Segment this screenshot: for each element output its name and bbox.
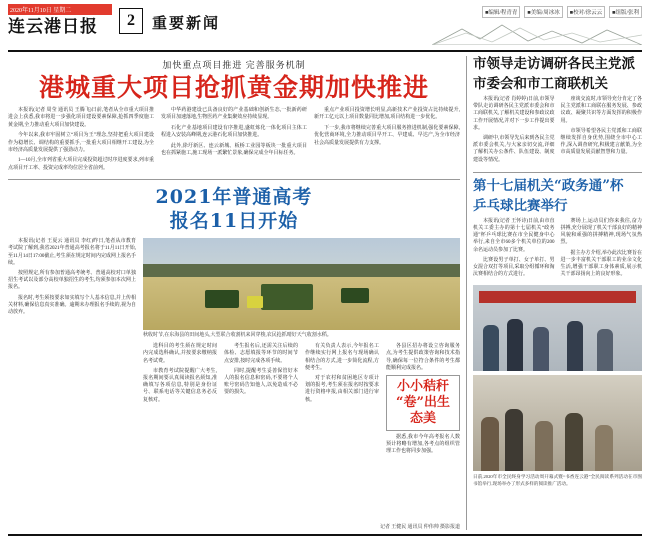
right-story-1-col-2 — [561, 96, 643, 167]
photo-banner — [479, 291, 636, 303]
masthead-credits — [482, 6, 642, 18]
lead-headline: 港城重大项目抢抓黄金期加快推进 — [38, 73, 429, 102]
paragraph: 同时,提醒考生妥善保管好本人的报名信息和密码,不要将个人账号密码告知他人,以免造成不必要的损失。 — [224, 368, 298, 396]
paragraph: 选科目的考生须在规定时间内完成选科确认,并按要求缴纳报名考试费。 — [143, 344, 217, 364]
lead-col-3 — [314, 107, 460, 175]
lead-kicker: 加快重点项目推进 完善服务机制 — [162, 60, 306, 70]
tractor-vehicle-2 — [341, 288, 369, 303]
page-number-value: 2 — [119, 8, 143, 34]
paragraph: 赛场上,运动员们你来我往,奋力拼搏,充分展现了机关干部良好的精神风貌和顽强的拼搏精神,现场气氛热烈。 — [560, 218, 642, 246]
lead-story — [8, 56, 460, 180]
gaokao-mid-columns — [143, 343, 460, 521]
right-story-2-col-2 — [561, 218, 643, 282]
paragraph: 本报讯(记者 王怀诗)日前,由市直机关工委主办的第十七届机关“政务通”杯乒乓球比赛在市全民健身中心举行,来自全市60多个机关单位的200余名运动员参加了比赛。 — [473, 218, 555, 253]
tractor-vehicle — [205, 290, 239, 308]
right-column — [466, 56, 642, 530]
gaokao-mid-col-3 — [305, 343, 379, 521]
gaokao-mid-col-2 — [224, 343, 298, 521]
gaokao-body — [8, 238, 460, 530]
right-story-1-headline-line2: 市委会和市工商联机关 — [473, 76, 608, 92]
photo-person — [597, 329, 613, 371]
paragraph: 据悉,我市今年高考报名人数预计将略有增加,各考点的组织管理工作也将同步加强。 — [386, 435, 460, 455]
paragraph: 调研中,市领导先后来到各民主党派市委会机关,与大家亲切交流,详细了解机关办公条件、队伍建设、制度建设等情况。 — [473, 136, 555, 163]
gaokao-col-left — [8, 238, 136, 530]
photo-caption: 秋收时节,在东海县的田间地头,大型联合收割机来回穿梭,农民抢抓晴好天气收割水稻。 — [143, 333, 332, 339]
gaokao-headline-line1: 2021年普通高考 — [155, 186, 313, 209]
paragraph: 据主办方介绍,举办此次比赛旨在进一步丰富机关干部职工的业余文化生活,增强干部职工身体素质,展示机关干部昂扬向上的良好形象。 — [560, 250, 642, 278]
right-story-1 — [473, 56, 642, 167]
harvester-vehicle — [261, 284, 313, 310]
straw-box-title-line1: 小小秸秆 — [396, 379, 449, 395]
section-title: 重要新闻 — [152, 14, 221, 32]
table-tennis-photo — [473, 285, 642, 371]
paragraph: 中华药港建设已具备良好的产业基础和创新生态,一批新药研发项目加速落地,生物医药产业集聚效应持续显现。 — [161, 108, 307, 121]
right-story-1-col-1 — [473, 96, 555, 167]
photo-person — [483, 325, 499, 371]
right-story-2-headline-line1: 第十七届机关“政务通”杯 — [473, 177, 624, 194]
lead-col-1 — [8, 107, 154, 175]
masthead-right — [220, 4, 642, 48]
paragraph: 此外,徐圩新区、连云新城、板桥工业园等板块一批重大项目也在抓紧施工,施工现场一派繁忙景象,确保完成全年目标任务。 — [161, 143, 307, 157]
paragraph: 按照规定,所有参加普通高考统考、普通高校对口单独招生考试以及部分高校单独招生的考生,均须参加本次网上报名。 — [8, 271, 136, 291]
gaokao-headline-line2: 报名11日开始 — [169, 210, 299, 233]
photo-person — [505, 409, 523, 471]
reading-event-photo — [473, 375, 642, 471]
photo-person — [507, 319, 523, 371]
paragraph: 市领导希望各民主党派和工商联继续发挥自身优势,围绕全市中心工作,深入调查研究,积极建言献策,为全市高质量发展贡献智慧和力量。 — [560, 128, 642, 156]
gaokao-mid — [143, 238, 460, 530]
paragraph: 座谈交流时,市领导充分肯定了各民主党派和工商联在服务发展、参政议政、凝聚共识等方面发挥的积极作用。 — [560, 97, 642, 124]
right-story-1-body — [473, 96, 642, 167]
page-number — [116, 6, 146, 36]
gaokao-byline: 记者 王健民 通讯员 仲伟帅 摄影报道 — [379, 525, 460, 530]
gaokao-mid-col-1 — [143, 343, 217, 521]
gaokao-mid-col-4 — [386, 343, 460, 521]
photo-person — [481, 417, 499, 471]
paper-logo — [8, 4, 112, 37]
paragraph: 有关负责人表示,今年报名工作继续实行网上报名与现场确认相结合的方式,进一步简化流程,方便考生。 — [305, 344, 379, 371]
paragraph: 本报讯(记者 王夏云 通讯员 李红)昨日,笔者从市教育考试院了解到,我省2021年普通高考报名将于11月11日开始,至11月14日17:00截止,考生须在规定时间内完成网上报名手续。 — [8, 239, 136, 266]
gaokao-story — [8, 185, 460, 530]
reading-event-caption: 日前,2020年市全民终身学习活动周开幕式暨“书香连云港”全民阅读系列活动在市图书馆举行,现场举办了形式多样的阅读推广活动。 — [473, 474, 642, 487]
publication-date: 2020年11月10日 星期二 — [8, 4, 112, 15]
photo-person — [567, 321, 583, 371]
credit-designer: ■美编/周冰冰 — [524, 6, 562, 18]
lead-col-2 — [161, 107, 307, 175]
paragraph: 报名时,考生须按要求如实填写个人基本信息,并上传相关材料,确保信息真实准确。逾期未办理报名手续的,视为自动放弃。 — [8, 295, 136, 316]
photo-person — [533, 327, 549, 371]
paragraph: 下一步,我市将继续完善重大项目服务推进机制,强化要素保障,优化营商环境,全力推动项目早开工、早建成、早达产,为全市经济社会高质量发展提供有力支撑。 — [314, 125, 460, 146]
paragraph: 对于农村和贫困地区专项计划的报考,考生须在报名时按要求进行资格申报,由相关部门进行审核。 — [305, 376, 379, 403]
masthead — [8, 4, 642, 52]
paragraph: 比赛设男子单打、女子单打、男女混合双打等项目,采取分组循环和淘汰赛相结合的方式进行。 — [473, 257, 555, 278]
main-column — [8, 56, 460, 530]
paragraph: 市教育考试院提醒广大考生,报名期间要认真阅读报名须知,准确填写各项信息,特别是身份证号、联系电话等关键信息务必反复核对。 — [143, 368, 217, 403]
right-story-2 — [473, 178, 642, 282]
paragraph: 1—10月,全市列省重大项目完成投资超过时序进度要求,列市重点项目开工率、投资完成率均位居全省前列。 — [8, 158, 154, 171]
paragraph: 本报讯(记者 肖婷婷)日前,市领导带队走访调研各民主党派市委会和市工商联机关,了解机关建设和参政议政工作开展情况,并对下一步工作提出要求。 — [473, 97, 555, 131]
paper-name: 连云港日报 — [8, 17, 98, 37]
photo-person — [535, 421, 553, 471]
paragraph: 本报讯(记者 周莹 通讯员 王腾飞)日前,笔者从全市重大项目推进会上获悉,我市将进一步强化项目建设要素保障,抢抓四季度施工黄金期,全力推动重大项目加快建设。 — [8, 108, 154, 128]
straw-box-title-line2: “卷”出生态美 — [396, 395, 450, 427]
page-body — [8, 56, 642, 530]
credit-layout: ■组版/张利 — [609, 6, 642, 18]
paragraph: 石化产业基地项目建设有序推进,盛虹炼化一体化项目主体工程进入安装高峰期,连云港石化项目加快推进。 — [161, 125, 307, 139]
right-story-1-headline-line1: 市领导走访调研各民主党派 — [473, 56, 635, 72]
right-story-2-col-1 — [473, 218, 555, 282]
harvest-photo — [143, 238, 460, 330]
photo-person — [595, 425, 613, 471]
photo-person — [565, 413, 583, 471]
straw-story-box — [386, 375, 460, 431]
paragraph: 重点产业项目投资增长明显,高新技术产业投资占比持续提升,新开工亿元以上项目数量同比增加,项目结构进一步优化。 — [314, 108, 460, 121]
paragraph: 考生报名后,还需关注后续的体检、志愿填报等环节的时间节点安排,按时完成各项手续。 — [224, 344, 298, 364]
divider — [473, 172, 642, 173]
paragraph: 各县区招办将设立咨询服务点,为考生提供政策咨询和技术指导,确保每一位符合条件的考生都能顺利完成报名。 — [386, 344, 460, 371]
credit-editor: ■编辑/程青青 — [482, 6, 520, 18]
mountain-decoration-icon — [432, 21, 642, 45]
paragraph: 今年以来,我市牢固树立“项目为王”理念,坚持把重大项目建设作为稳增长、调结构的重要抓手,一批重大项目相继开工建设,为全市经济高质量发展提供了强劲动力。 — [8, 133, 154, 154]
credit-proofreader: ■校对/徐云云 — [567, 6, 605, 18]
right-story-2-headline-line2: 乒乓球比赛举行 — [473, 197, 568, 214]
right-story-2-body — [473, 218, 642, 282]
lead-body — [8, 107, 460, 175]
